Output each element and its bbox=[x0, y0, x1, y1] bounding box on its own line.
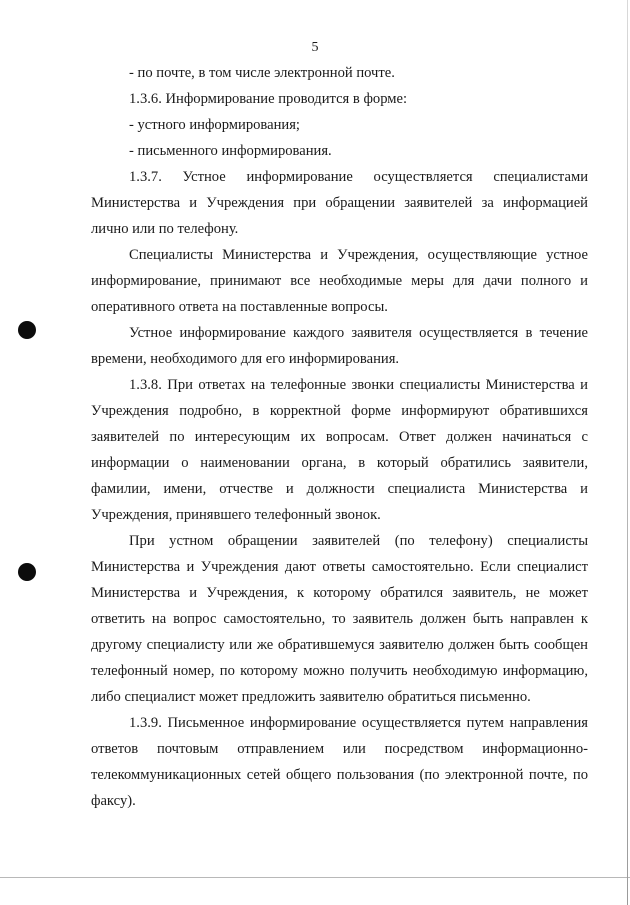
paragraph-6: Специалисты Министерства и Учреждения, осуществляющие устное информирование, принимают все необходимые меры для дачи полного и оперативного ответа на поставленные вопросы. bbox=[91, 247, 588, 315]
paragraph-1: - по почте, в том числе электронной почте. bbox=[129, 65, 395, 81]
paragraph-2: 1.3.6. Информирование проводится в форме: bbox=[129, 91, 408, 107]
scan-edge-line bbox=[0, 877, 630, 878]
paragraph-9: При устном обращении заявителей (по телефону) специалисты Министерства и Учреждения дают ответы самостоятельно. Если специалист Министерства и Учреждения, к которому обратился заявитель, не может ответить на вопрос самостоятельно, то заявитель должен быть направлен к другому специалисту или же обратившемуся заявителю должен быть сообщен телефонный номер, по которому можно получить необходимую информацию, либо специалист может предложить заявителю обратиться письменно. bbox=[91, 533, 588, 705]
paragraph-4: - письменного информирования. bbox=[129, 143, 332, 159]
page-number: 5 bbox=[311, 40, 319, 55]
paragraph-10: 1.3.9. Письменное информирование осуществляется путем направления ответов почтовым отправлением или посредством информационно-телекоммуникационных сетей общего пользования (по электронной почте, по факсу). bbox=[91, 715, 588, 809]
punch-hole-bottom bbox=[18, 563, 36, 581]
punch-hole-top bbox=[18, 321, 36, 339]
paragraph-8: 1.3.8. При ответах на телефонные звонки специалисты Министерства и Учреждения подробно, в корректной форме информируют обратившихся заявителей по интересующим их вопросам. Ответ должен начинаться с информации о наименовании органа, в который обратились заявители, фамилии, имени, отчестве и должности специалиста Министерства и Учреждения, принявшего телефонный звонок. bbox=[91, 377, 588, 523]
paragraph-3: - устного информирования; bbox=[129, 117, 300, 133]
paragraph-7: Устное информирование каждого заявителя осуществляется в течение времени, необходимого для его информирования. bbox=[91, 325, 588, 367]
paragraph-5: 1.3.7. Устное информирование осуществляется специалистами Министерства и Учреждения при обращении заявителей за информацией лично или по телефону. bbox=[91, 169, 588, 237]
scan-right-edge bbox=[627, 0, 628, 905]
document-body bbox=[91, 60, 588, 814]
